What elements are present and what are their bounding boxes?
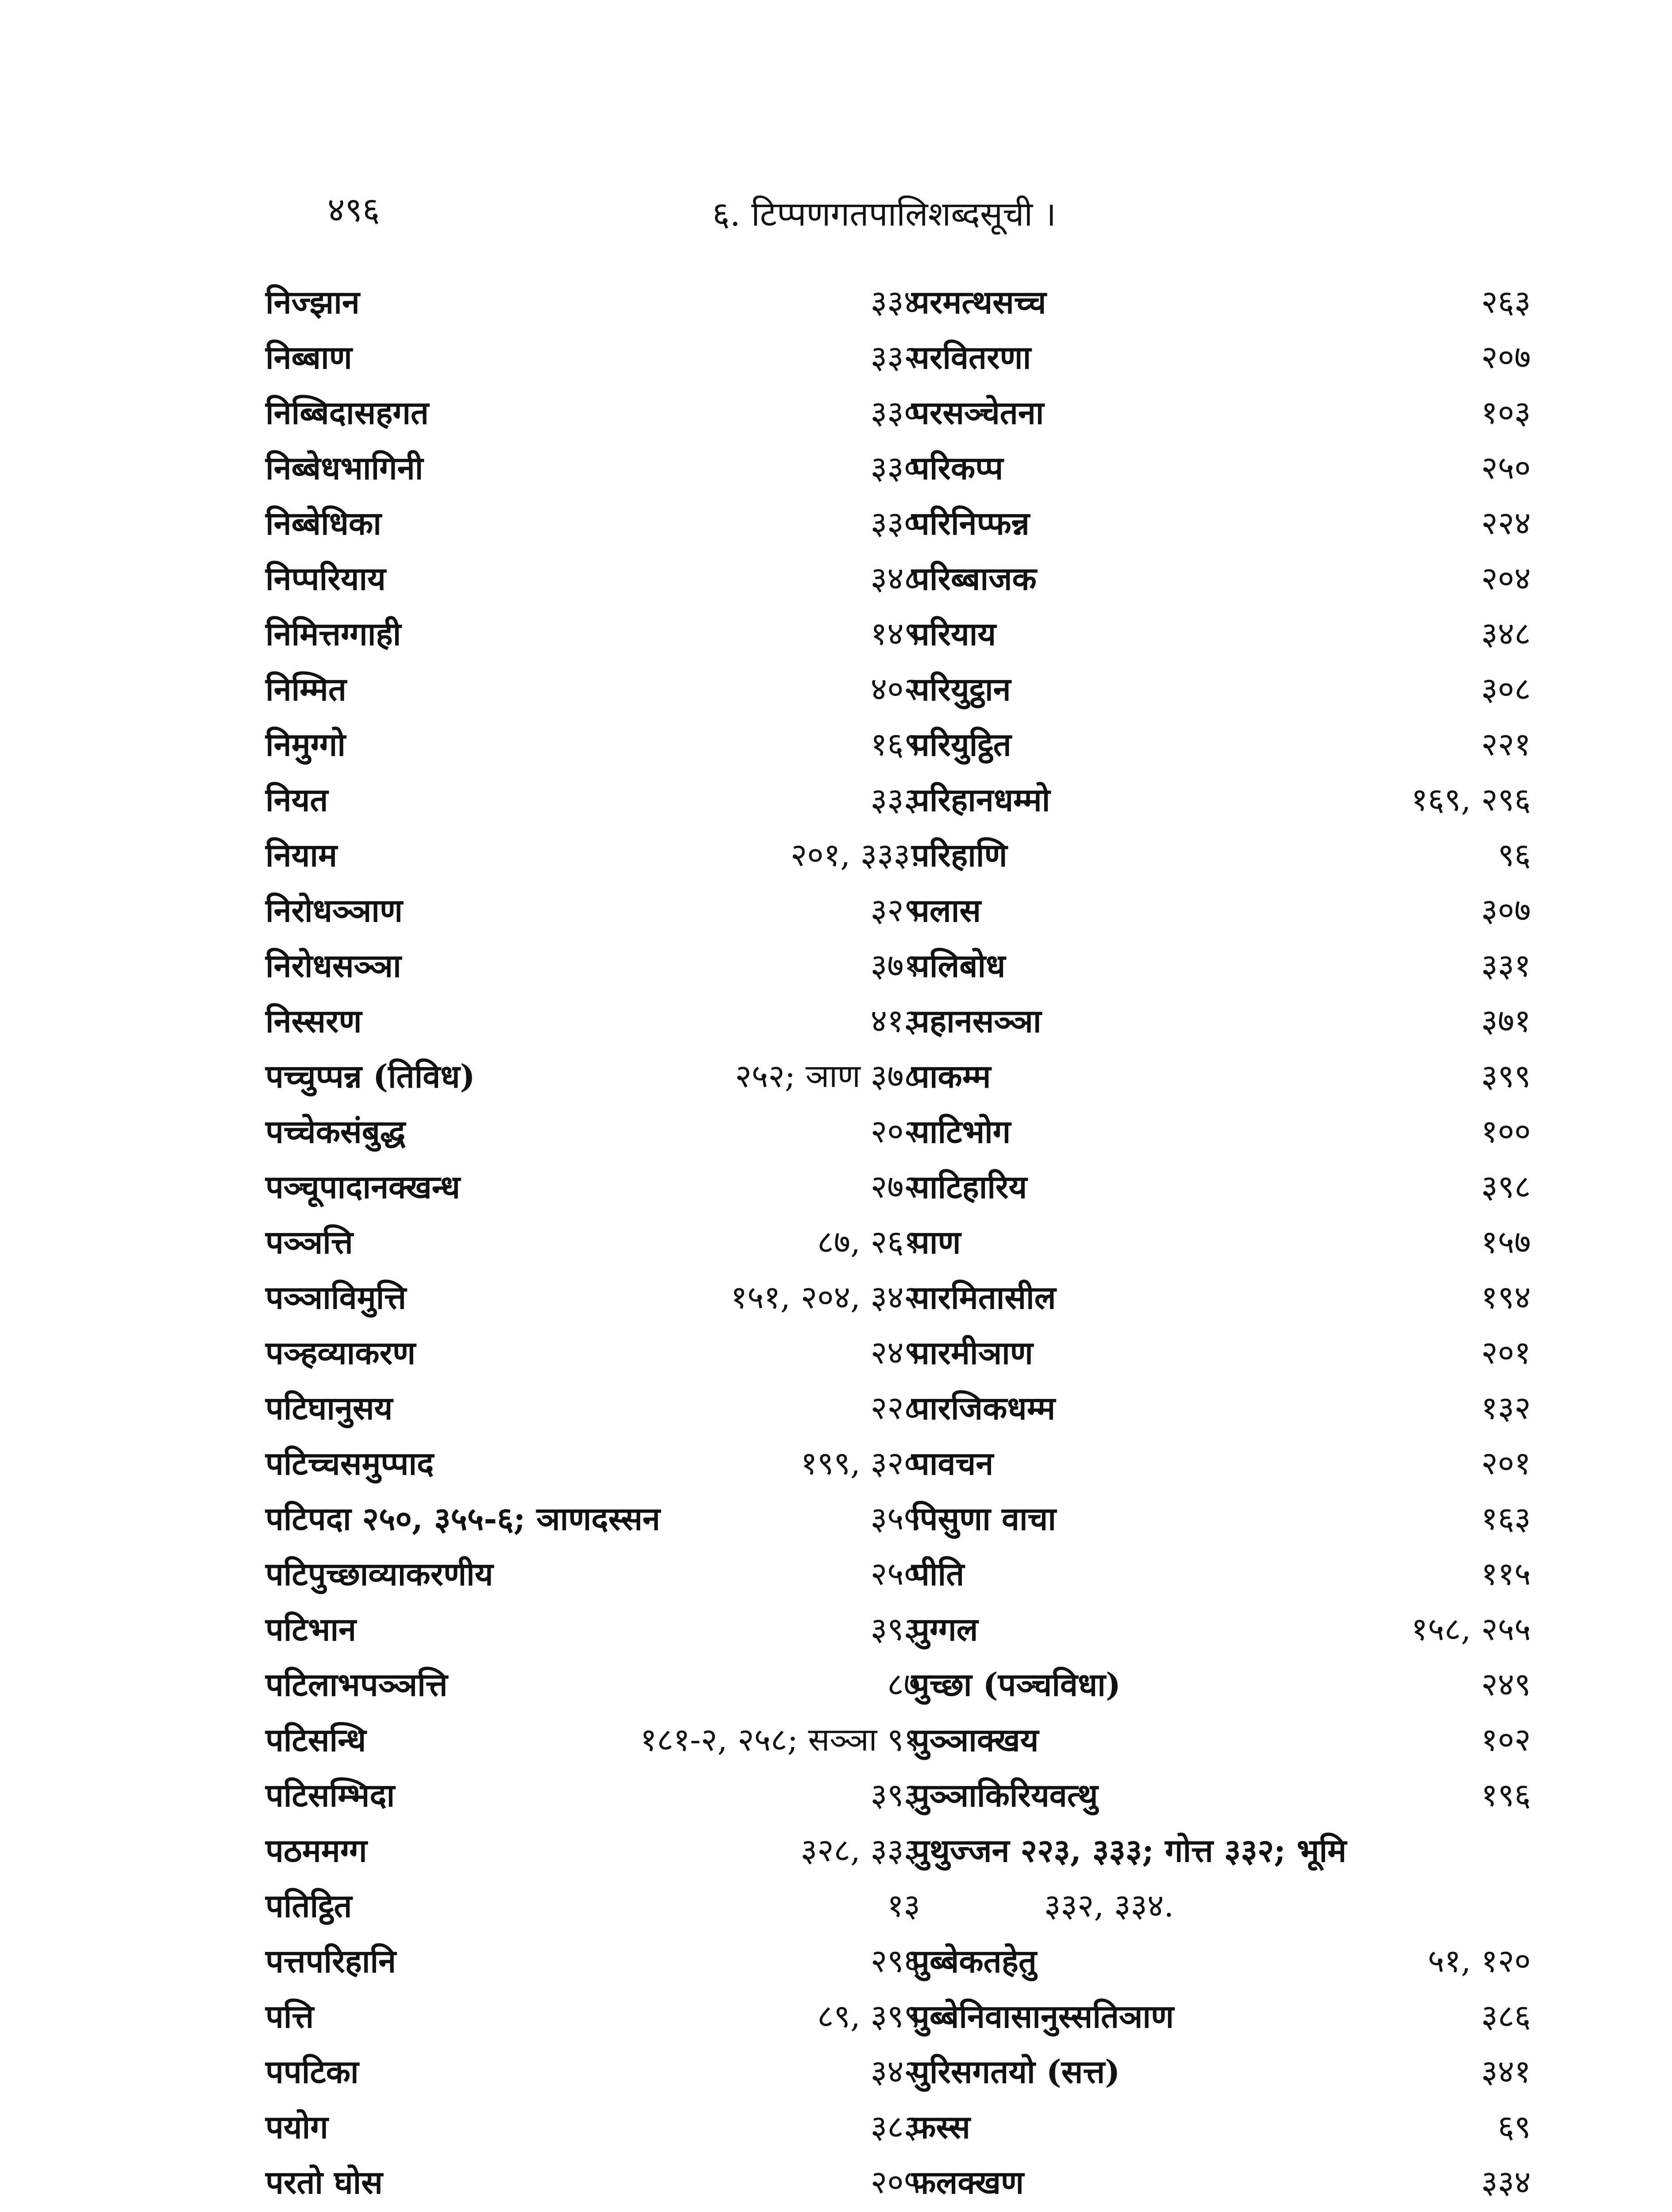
index-term: नियत	[265, 781, 328, 818]
index-term: पयोग	[265, 2108, 328, 2146]
index-entry	[265, 1048, 920, 1104]
index-term: पटिपदा २५०, ३५५-६; ञाणदस्सन	[265, 1500, 661, 1537]
index-term: पपटिका	[265, 2053, 359, 2090]
index-entry	[265, 2154, 920, 2210]
index-term: पहानसञ्ञा	[911, 1002, 1042, 1040]
index-term: निमित्तग्गाही	[265, 615, 401, 653]
index-entry	[265, 1546, 920, 1601]
page-reference	[843, 2210, 920, 2212]
index-term: पच्चेकसंबुद्ध	[265, 1113, 406, 1150]
index-entry	[911, 1823, 1531, 1878]
index-entry	[911, 938, 1531, 993]
page-reference: ३४२	[870, 2053, 920, 2090]
index-entry	[911, 274, 1531, 330]
page-reference: ३५५	[870, 1500, 920, 1537]
index-term: पुञ्ञाकिरियवत्थु	[911, 1776, 1098, 1814]
index-term: पटिसन्धि	[265, 1721, 366, 1759]
page-reference: २०७	[1481, 338, 1531, 376]
index-entry	[911, 1104, 1531, 1159]
index-term: परिहाणि	[911, 836, 1007, 874]
page-reference: २०१, ३३३.	[790, 836, 920, 873]
page-reference: १४९	[870, 615, 920, 652]
index-entry	[911, 993, 1531, 1048]
index-entry	[265, 827, 920, 883]
page-reference: २०१	[1481, 1444, 1531, 1482]
page-reference: ३३१	[1481, 947, 1531, 984]
page-reference: ३३४	[870, 283, 920, 320]
page-reference: १६९	[870, 726, 920, 763]
page-reference: ३०७	[1481, 891, 1531, 929]
page-reference: ९६	[1498, 836, 1531, 873]
index-entry	[265, 1823, 920, 1878]
index-entry	[911, 2154, 1531, 2210]
page-reference: १५८, २५५	[1411, 1610, 1531, 1647]
index-entry	[265, 551, 920, 606]
index-term: पाण	[911, 1223, 961, 1261]
index-entry	[265, 1712, 920, 1767]
index-entry	[911, 330, 1531, 385]
index-entry	[911, 1712, 1531, 1767]
index-term: पारजिकधम्म	[911, 1389, 1056, 1427]
page-reference: १५७	[1481, 1223, 1531, 1260]
page-reference: ६९	[1498, 2108, 1531, 2145]
index-entry	[911, 1601, 1531, 1657]
page-reference: १३२	[1481, 1389, 1531, 1426]
index-term: परियुट्ठित	[911, 726, 1011, 763]
index-term: पावचन	[911, 1444, 994, 1482]
page-reference: १३	[887, 1887, 920, 1924]
index-term: पुञ्ञाक्खय	[911, 1721, 1039, 1759]
page-reference: १८१-२, २५८; सञ्ञा ९१	[640, 1721, 920, 1758]
page-reference: ३८६	[1481, 1997, 1531, 2035]
index-term: पञ्हव्याकरण	[265, 1334, 416, 1371]
index-term: फलक्खण	[911, 2163, 1024, 2201]
page-reference: ३३२	[870, 338, 920, 376]
index-term: निब्बिदासहगत	[265, 394, 429, 431]
index-term: निमुग्गो	[265, 726, 346, 763]
index-term: पटिसम्भिदा	[265, 1776, 395, 1814]
page-reference	[1498, 2210, 1531, 2212]
page-reference: २५०	[870, 1555, 920, 1592]
index-entry	[911, 717, 1531, 772]
page-reference: ३२९	[870, 891, 920, 929]
page-reference: ८७	[887, 1666, 920, 1703]
page-reference: २०१	[1481, 1334, 1531, 1371]
index-entry	[911, 440, 1531, 495]
index-term: पीति	[911, 1555, 965, 1593]
index-entry	[265, 1325, 920, 1380]
page-number: ४९६	[327, 190, 380, 229]
index-term: परसञ्चेतना	[911, 394, 1044, 431]
index-term: फस्स	[911, 2108, 970, 2146]
index-term: पलास	[911, 891, 981, 929]
page-reference: ५१, १२०	[1428, 1942, 1531, 1979]
index-term: निरोधसञ्ञा	[265, 947, 401, 984]
index-term: परतो घोस	[265, 2163, 383, 2201]
index-entry	[265, 717, 920, 772]
index-entry	[265, 1933, 920, 1989]
index-term: परमत्थसच्च	[911, 283, 1046, 321]
index-entry	[911, 1933, 1531, 1989]
index-term: परवितरणा	[911, 338, 1031, 376]
index-entry	[265, 1214, 920, 1270]
index-term: निरोधञ्ञाण	[265, 891, 403, 929]
index-entry	[911, 1214, 1531, 1270]
index-term: पञ्ञाविमुत्ति	[265, 1279, 407, 1316]
index-entry	[265, 1159, 920, 1214]
index-entry	[911, 2210, 1531, 2212]
index-entry	[911, 495, 1531, 551]
index-term: निब्बेधभागिनी	[265, 449, 423, 487]
index-entry	[265, 938, 920, 993]
index-entry	[265, 1657, 920, 1712]
page-reference: १९९, ३२०	[800, 1444, 920, 1482]
index-entry	[911, 1270, 1531, 1325]
page-reference: ३४८	[1481, 615, 1531, 652]
index-entry	[911, 1380, 1531, 1436]
index-entry	[911, 1989, 1531, 2044]
index-term: निप्परियाय	[265, 560, 386, 597]
index-entry	[265, 1601, 920, 1657]
page-reference: २४९	[1481, 1666, 1531, 1703]
page-reference: ३९९	[1481, 1057, 1531, 1094]
index-entry	[265, 2210, 920, 2212]
page-reference: ११५	[1481, 1555, 1531, 1592]
index-entry	[911, 1436, 1531, 1491]
page-reference: २२४	[1481, 504, 1531, 541]
index-term: पठममग्ग	[265, 1832, 367, 1869]
index-term: पाटिभोग	[911, 1113, 1011, 1150]
index-entry	[265, 1491, 920, 1546]
page-reference: ३८३	[870, 2108, 920, 2145]
index-entry	[265, 274, 920, 330]
index-entry	[265, 1436, 920, 1491]
index-term: निस्सरण	[265, 1002, 362, 1040]
page-reference: १९४	[1481, 1279, 1531, 1316]
page-reference: ८७, २६१	[817, 1223, 920, 1260]
index-entry	[911, 1546, 1531, 1601]
index-term: निब्बेधिका	[265, 504, 381, 542]
index-entry	[911, 1048, 1531, 1104]
index-entry	[265, 2099, 920, 2154]
index-entry	[265, 1104, 920, 1159]
index-term: पत्ति	[265, 1997, 314, 2035]
index-entry	[265, 1270, 920, 1325]
page-reference: २०२	[870, 1113, 920, 1150]
page-reference: ३९३	[870, 1610, 920, 1647]
index-term: पुरिसगतयो (सत्त)	[911, 2053, 1120, 2090]
index-entry	[265, 661, 920, 717]
index-entry	[265, 2044, 920, 2099]
index-term: पटिलाभपञ्ञत्ति	[265, 1666, 448, 1703]
page-reference: १५१, २०४, ३४२	[730, 1279, 920, 1316]
index-entry	[265, 385, 920, 440]
index-term: पाकम्म	[911, 1057, 991, 1095]
index-term: निम्मित	[265, 670, 346, 708]
index-entry	[911, 606, 1531, 661]
page-reference: ३७१	[870, 947, 920, 984]
page-reference: २२१	[1481, 726, 1531, 763]
index-term: पञ्चूपादानक्खन्ध	[265, 1168, 460, 1206]
index-term: पाटिहारिय	[911, 1168, 1027, 1206]
index-entry	[911, 1657, 1531, 1712]
index-entry	[265, 606, 920, 661]
index-entry	[911, 551, 1531, 606]
page-reference: ३०८	[1481, 670, 1531, 707]
index-term: निज्झान	[265, 283, 360, 321]
page-reference: ३३०	[870, 449, 920, 486]
index-term: पुब्बेकतहेतु	[911, 1942, 1037, 1980]
index-term: पारमीञाण	[911, 1334, 1033, 1371]
index-term: पिसुणा वाचा	[911, 1500, 1057, 1537]
index-entry	[911, 661, 1531, 717]
index-entry	[265, 772, 920, 827]
index-term: नियाम	[265, 836, 338, 874]
index-entry	[911, 2044, 1531, 2099]
page-reference: २२८	[870, 1389, 920, 1426]
index-entry	[265, 883, 920, 938]
page-reference: २४९	[870, 1334, 920, 1371]
index-term: पच्चुप्पन्न (तिविध)	[265, 1057, 475, 1095]
page-reference: ३३०	[870, 394, 920, 431]
page-reference: ४०२	[870, 670, 920, 707]
index-entry	[911, 827, 1531, 883]
index-term: पुग्गल	[911, 1610, 978, 1648]
index-term: पलिबोध	[911, 947, 1006, 984]
index-term: पत्तपरिहानि	[265, 1942, 396, 1980]
index-entry	[265, 1767, 920, 1823]
index-term: पतिट्ठित	[265, 1887, 352, 1924]
index-term: परिनिप्फन्न	[911, 504, 1030, 542]
page-reference: २७२	[870, 1168, 920, 1205]
index-term: परिहानधम्मो	[911, 781, 1050, 818]
page-reference: ८९, ३९९	[817, 1997, 920, 2035]
page-reference: २५२; ञाण ३७८	[735, 1057, 920, 1094]
index-term: पुथुज्जन २२३, ३३३; गोत्त ३३२; भूमि	[911, 1832, 1347, 1869]
index-term: पुच्छा (पञ्चविधा)	[911, 1666, 1121, 1703]
page-reference: २६३	[1481, 283, 1531, 320]
page-reference: २०५	[870, 2163, 920, 2200]
index-entry	[911, 1491, 1531, 1546]
index-term: पटिभान	[265, 1610, 357, 1648]
page-reference: ३९८	[1481, 1168, 1531, 1205]
page-reference: २९६	[870, 1942, 920, 1979]
page-reference: १९६	[1481, 1776, 1531, 1813]
index-entry	[265, 330, 920, 385]
page-reference: १००	[1481, 1113, 1531, 1150]
index-term: निब्बाण	[265, 338, 352, 376]
index-term: पञ्ञत्ति	[265, 1223, 353, 1261]
index-entry	[265, 1380, 920, 1436]
page-reference: ३३०	[870, 504, 920, 541]
left-index-column	[265, 274, 920, 2212]
index-term	[265, 2210, 400, 2212]
right-index-column	[911, 274, 1531, 2212]
index-term: पटिच्चसमुप्पाद	[265, 1444, 434, 1482]
page-reference: ३३४	[1481, 2163, 1531, 2200]
index-term: पारमितासील	[911, 1279, 1056, 1316]
index-entry	[911, 1878, 1531, 1933]
index-entry	[911, 1159, 1531, 1214]
index-term: पुब्बेनिवासानुस्सतिञाण	[911, 1997, 1174, 2035]
index-entry	[265, 440, 920, 495]
index-term	[911, 2210, 1035, 2212]
index-entry	[911, 1767, 1531, 1823]
page-reference: ३४१	[1481, 2053, 1531, 2090]
reference-continuation: ३३२, ३३४.	[1044, 1887, 1174, 1924]
page-reference: २५०	[1481, 449, 1531, 486]
index-entry	[911, 772, 1531, 827]
page-reference: १०२	[1481, 1721, 1531, 1758]
index-entry	[265, 993, 920, 1048]
index-entry	[265, 495, 920, 551]
index-entry	[265, 1989, 920, 2044]
index-entry	[911, 2099, 1531, 2154]
page-reference: १६९, २९६	[1411, 781, 1531, 818]
page-reference: २०४	[1481, 560, 1531, 597]
index-entry	[911, 883, 1531, 938]
page-reference: ४१३	[870, 1002, 920, 1039]
page-reference: ३३३	[870, 781, 920, 818]
page-reference: ३९३	[870, 1776, 920, 1813]
page-reference: १०३	[1481, 394, 1531, 431]
index-entry	[911, 385, 1531, 440]
page-reference: १६३	[1481, 1500, 1531, 1537]
index-term: पटिघानुसय	[265, 1389, 393, 1427]
index-term: परिब्बाजक	[911, 560, 1037, 597]
index-entry	[911, 1325, 1531, 1380]
index-term: परिकप्प	[911, 449, 1003, 487]
index-term: पटिपुच्छाव्याकरणीय	[265, 1555, 493, 1593]
page-title: ६. टिप्पणगतपालिशब्दसूची ।	[712, 194, 1057, 234]
page-reference: ३७१	[1481, 1002, 1531, 1039]
index-term: परियुट्ठान	[911, 670, 1011, 708]
index-entry	[265, 1878, 920, 1933]
page-reference: ३४८	[870, 560, 920, 597]
page-reference: ३२८, ३३३	[800, 1832, 920, 1869]
index-term: परियाय	[911, 615, 996, 653]
